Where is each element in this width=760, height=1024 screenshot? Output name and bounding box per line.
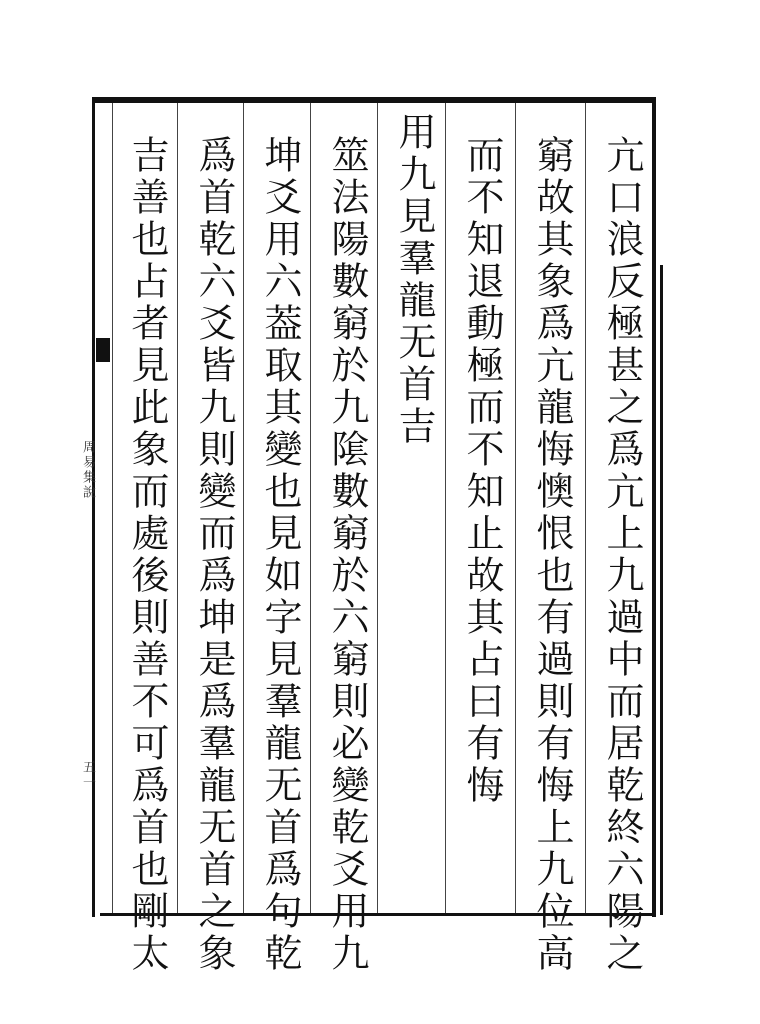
frame-top-border bbox=[92, 97, 652, 103]
column-rule bbox=[377, 103, 378, 913]
column-rule bbox=[177, 103, 178, 913]
column-rule bbox=[585, 103, 586, 913]
column-rule bbox=[310, 103, 311, 913]
text-column-1: 亢口浪反極甚之爲亢上九過中而居乾終六陽之 bbox=[600, 135, 644, 975]
text-column-4: 用九見羣龍无首吉 bbox=[392, 112, 436, 448]
column-rule bbox=[515, 103, 516, 913]
frame-left-border bbox=[92, 97, 95, 917]
text-column-5: 筮法陽數窮於九隂數窮於六窮則必變乾爻用九 bbox=[325, 135, 369, 975]
text-column-8: 吉善也占者見此象而處後則善不可爲首也剛太 bbox=[125, 135, 169, 975]
text-column-2: 窮故其象爲亢龍悔懊恨也有過則有悔上九位高 bbox=[530, 135, 574, 975]
fish-tail-mark bbox=[96, 338, 110, 362]
frame-right-border bbox=[652, 97, 656, 917]
column-rule bbox=[112, 103, 113, 913]
text-column-6: 坤爻用六葢取其變也見如字見羣龍无首爲句乾 bbox=[258, 135, 302, 975]
column-rule bbox=[243, 103, 244, 913]
frame-right-double-border bbox=[660, 265, 663, 915]
text-column-3: 而不知退動極而不知止故其占曰有悔 bbox=[460, 135, 504, 807]
margin-page-number: 五一 bbox=[80, 760, 95, 790]
margin-book-title: 周易集說 bbox=[80, 440, 95, 500]
text-column-7: 爲首乾六爻皆九則變而爲坤是爲羣龍无首之象 bbox=[192, 135, 236, 975]
column-rule bbox=[445, 103, 446, 913]
